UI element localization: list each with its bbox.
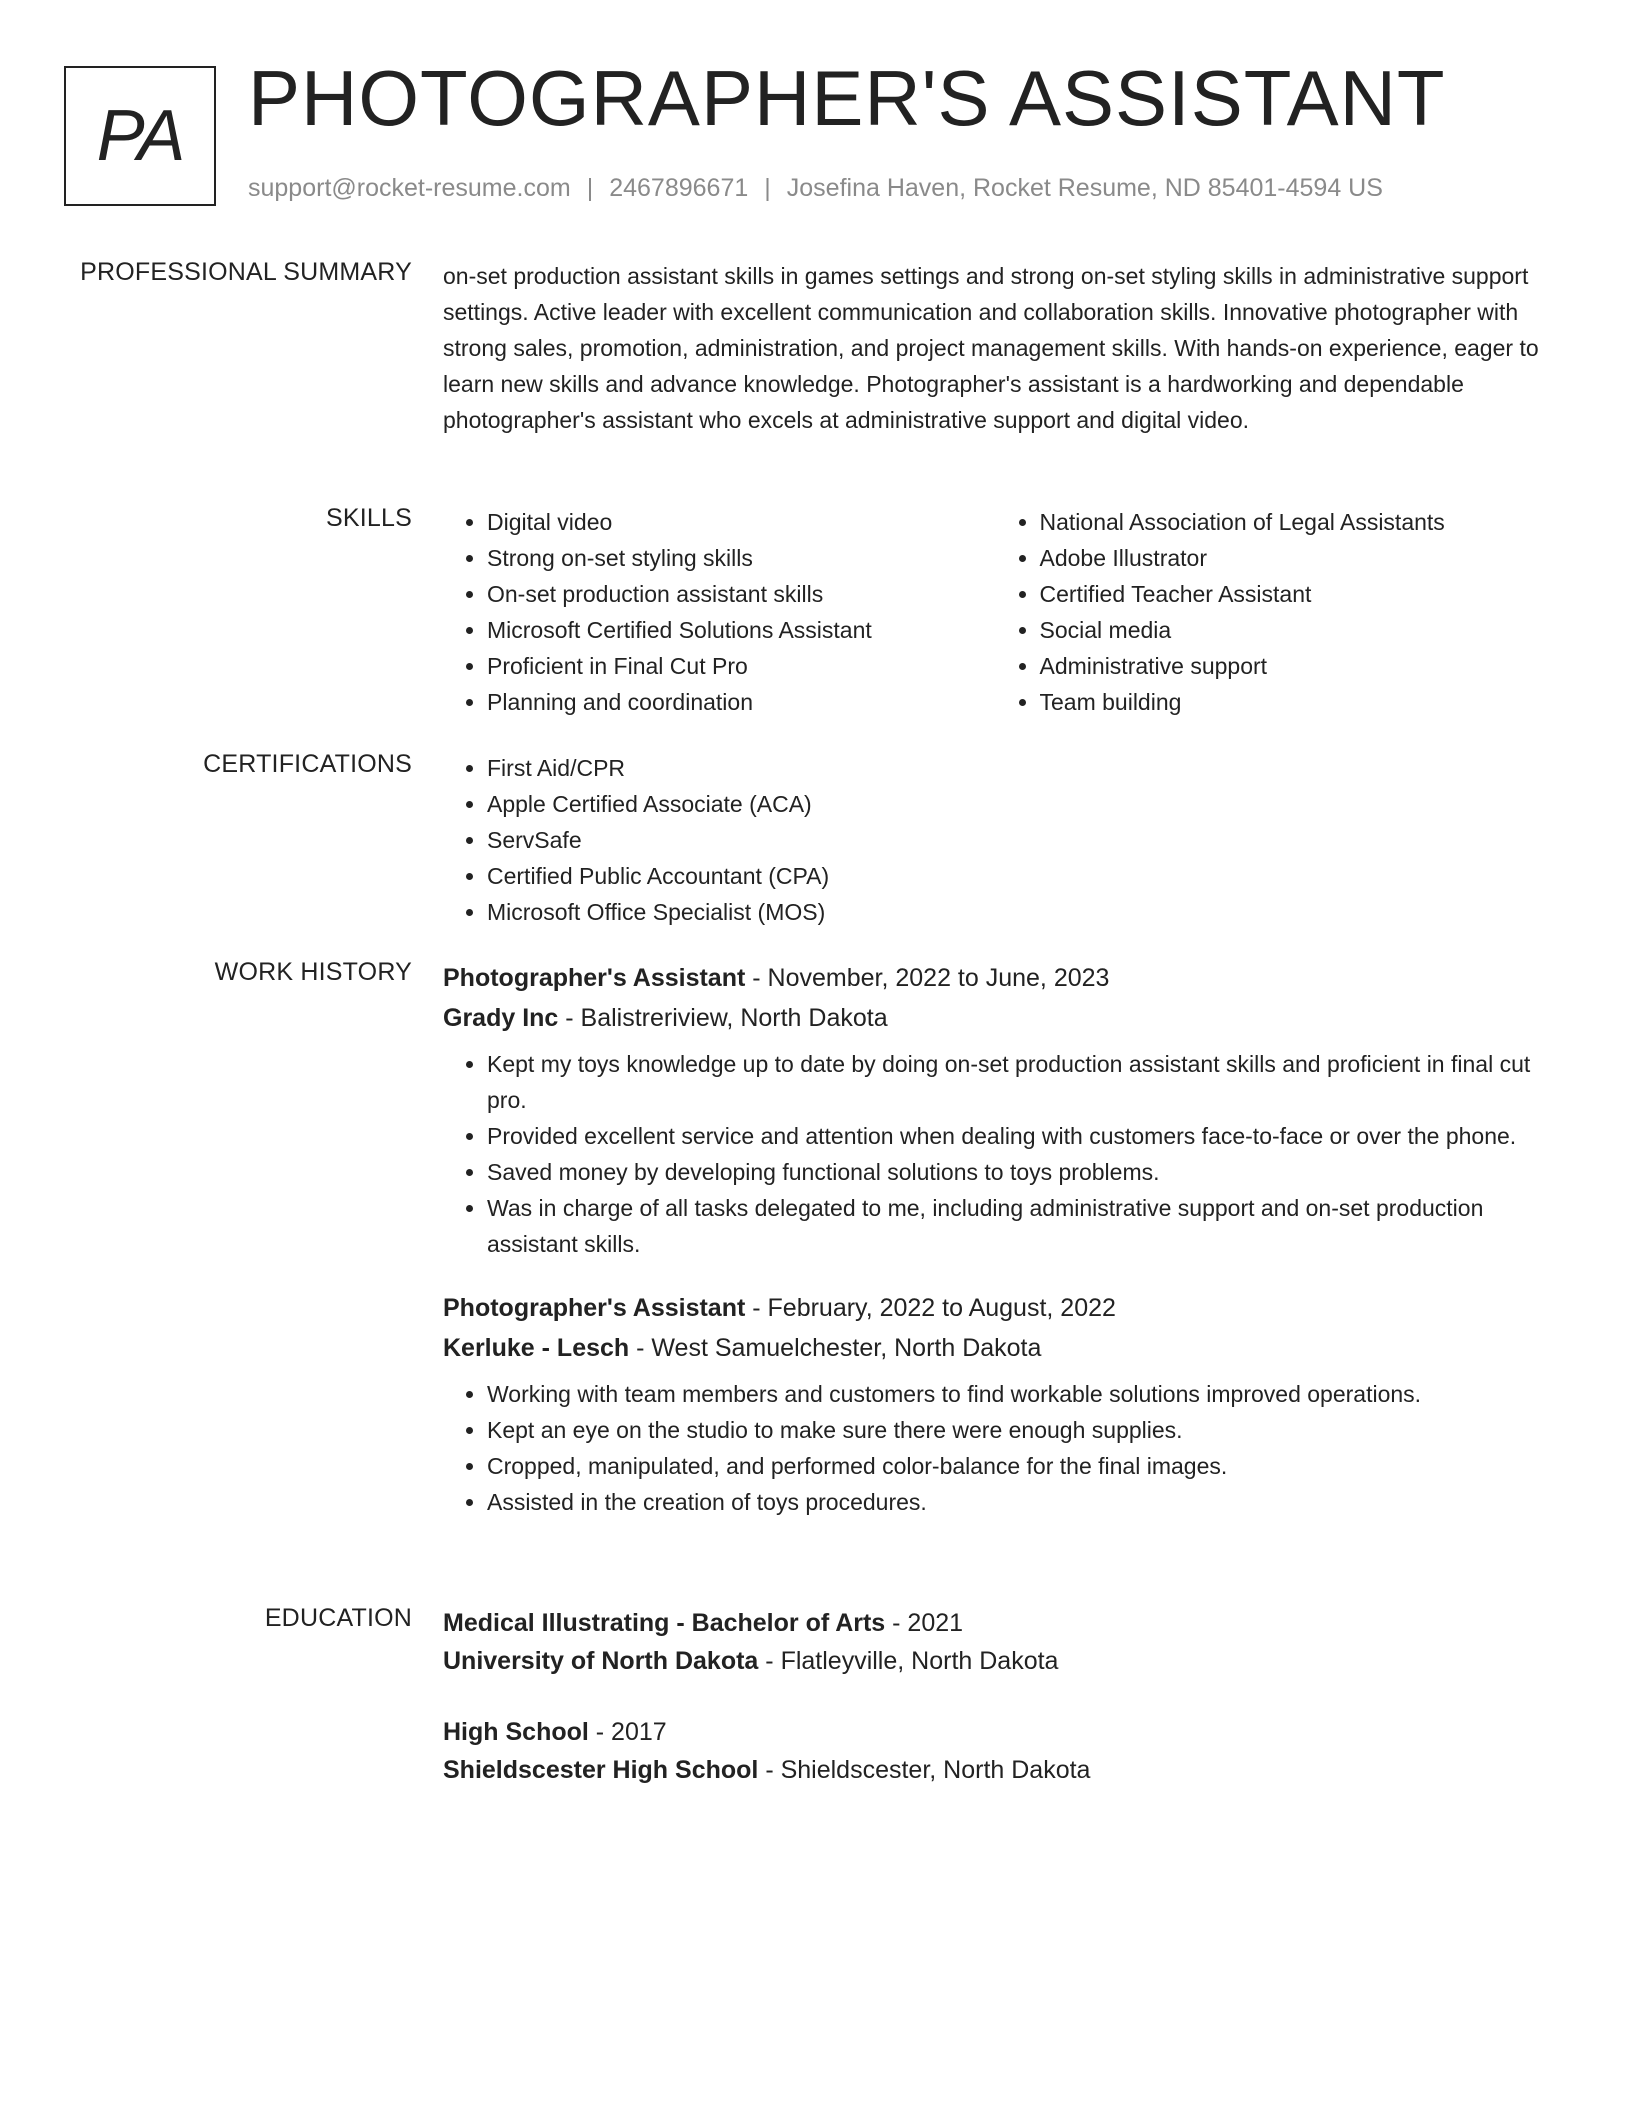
contact-phone[interactable]: 2467896671 xyxy=(609,174,749,202)
education-school-line xyxy=(443,1751,1548,1789)
job-bullet: • Saved money by developing functional solutions to toys problems. xyxy=(487,1154,1548,1190)
contact-line xyxy=(248,174,1383,203)
job-location: - Balistreriview, North Dakota xyxy=(565,1004,888,1032)
skill-item: • Team building xyxy=(1040,684,1549,720)
certification-item: • ServSafe xyxy=(487,822,1548,858)
contact-email[interactable]: support@rocket-resume.com xyxy=(248,174,571,202)
education-location: - Flatleyville, North Dakota xyxy=(765,1647,1059,1675)
job-bullet: • Cropped, manipulated, and performed color-balance for the final images. xyxy=(487,1448,1548,1484)
candidate-name: PHOTOGRAPHER'S ASSISTANT xyxy=(248,54,1446,142)
monogram-initials: PA xyxy=(96,96,184,176)
skill-item: • Certified Teacher Assistant xyxy=(1040,576,1549,612)
job-dates: - February, 2022 to August, 2022 xyxy=(752,1294,1116,1322)
education-location: - Shieldscester, North Dakota xyxy=(765,1756,1091,1784)
job-bullet: • Provided excellent service and attention when dealing with customers face-to-face or over the phone. xyxy=(487,1118,1548,1154)
education-entry xyxy=(443,1604,1548,1680)
education-body xyxy=(443,1604,1548,1789)
skill-item: • Digital video xyxy=(487,504,996,540)
job-title: Photographer's Assistant xyxy=(443,964,746,992)
job-company: Grady Inc xyxy=(443,1004,559,1032)
job-entry xyxy=(443,958,1548,1262)
certifications-heading: CERTIFICATIONS xyxy=(203,750,412,778)
contact-separator: | xyxy=(764,174,771,202)
job-bullet: • Assisted in the creation of toys procedures. xyxy=(487,1484,1548,1520)
job-company-line xyxy=(443,998,1548,1038)
education-school-line xyxy=(443,1642,1548,1680)
skill-item: • Adobe Illustrator xyxy=(1040,540,1549,576)
skill-item: • Planning and coordination xyxy=(487,684,996,720)
job-bullet: • Was in charge of all tasks delegated to me, including administrative support and on-set production assistant skills. xyxy=(487,1190,1548,1262)
certification-item: • First Aid/CPR xyxy=(487,750,1548,786)
job-location: - West Samuelchester, North Dakota xyxy=(636,1334,1042,1362)
monogram-box xyxy=(64,66,216,206)
certification-item: • Microsoft Office Specialist (MOS) xyxy=(487,894,1548,930)
skills-body xyxy=(443,504,1548,720)
job-bullets xyxy=(443,1046,1548,1262)
skills-grid xyxy=(443,504,1548,720)
education-school: University of North Dakota xyxy=(443,1647,759,1675)
summary-text: on-set production assistant skills in games settings and strong on-set styling skills in administrative support settings. Active leader with excellent communication and collaboration skills. Innovative photographer with strong sales, promotion, administration, and project management skills. With hands-on experience, eager to learn new skills and advance knowledge. Photographer's assistant is a hardworking and dependable photographer's assistant who excels at administrative support and digital video. xyxy=(443,263,1539,433)
skill-item: • National Association of Legal Assistants xyxy=(1040,504,1549,540)
skill-item: • Social media xyxy=(1040,612,1549,648)
summary-heading: PROFESSIONAL SUMMARY xyxy=(80,258,412,286)
skill-item: • Proficient in Final Cut Pro xyxy=(487,648,996,684)
job-bullet: • Kept an eye on the studio to make sure there were enough supplies. xyxy=(487,1412,1548,1448)
education-degree-line xyxy=(443,1604,1548,1642)
job-company-line xyxy=(443,1328,1548,1368)
education-school: Shieldscester High School xyxy=(443,1756,759,1784)
job-bullets xyxy=(443,1376,1548,1520)
certifications-body xyxy=(443,750,1548,930)
skill-item: • Administrative support xyxy=(1040,648,1549,684)
certification-item: • Certified Public Accountant (CPA) xyxy=(487,858,1548,894)
job-bullet: • Kept my toys knowledge up to date by doing on-set production assistant skills and proficient in final cut pro. xyxy=(487,1046,1548,1118)
job-company: Kerluke - Lesch xyxy=(443,1334,630,1362)
skill-item: • On-set production assistant skills xyxy=(487,576,996,612)
education-degree-line xyxy=(443,1713,1548,1751)
education-year: - 2017 xyxy=(595,1718,667,1746)
skill-item: • Microsoft Certified Solutions Assistant xyxy=(487,612,996,648)
education-degree: Medical Illustrating - Bachelor of Arts xyxy=(443,1609,886,1637)
education-heading: EDUCATION xyxy=(264,1604,412,1632)
skills-heading: SKILLS xyxy=(326,504,412,532)
skill-item: • Strong on-set styling skills xyxy=(487,540,996,576)
contact-address: Josefina Haven, Rocket Resume, ND 85401-4594 US xyxy=(786,174,1383,202)
certifications-list xyxy=(443,750,1548,930)
job-title-line xyxy=(443,1288,1548,1328)
contact-separator: | xyxy=(586,174,594,202)
job-dates: - November, 2022 to June, 2023 xyxy=(752,964,1110,992)
job-bullet: • Working with team members and customers to find workable solutions improved operations. xyxy=(487,1376,1548,1412)
skills-list-right xyxy=(996,504,1549,720)
job-title-line xyxy=(443,958,1548,998)
work-history-heading: WORK HISTORY xyxy=(214,958,412,986)
education-degree: High School xyxy=(443,1718,589,1746)
summary-body xyxy=(443,258,1548,438)
education-year: - 2021 xyxy=(892,1609,964,1637)
education-entry xyxy=(443,1713,1548,1789)
work-history-body xyxy=(443,958,1548,1520)
job-entry xyxy=(443,1288,1548,1520)
job-title: Photographer's Assistant xyxy=(443,1294,746,1322)
certification-item: • Apple Certified Associate (ACA) xyxy=(487,786,1548,822)
skills-list-left xyxy=(443,504,996,720)
